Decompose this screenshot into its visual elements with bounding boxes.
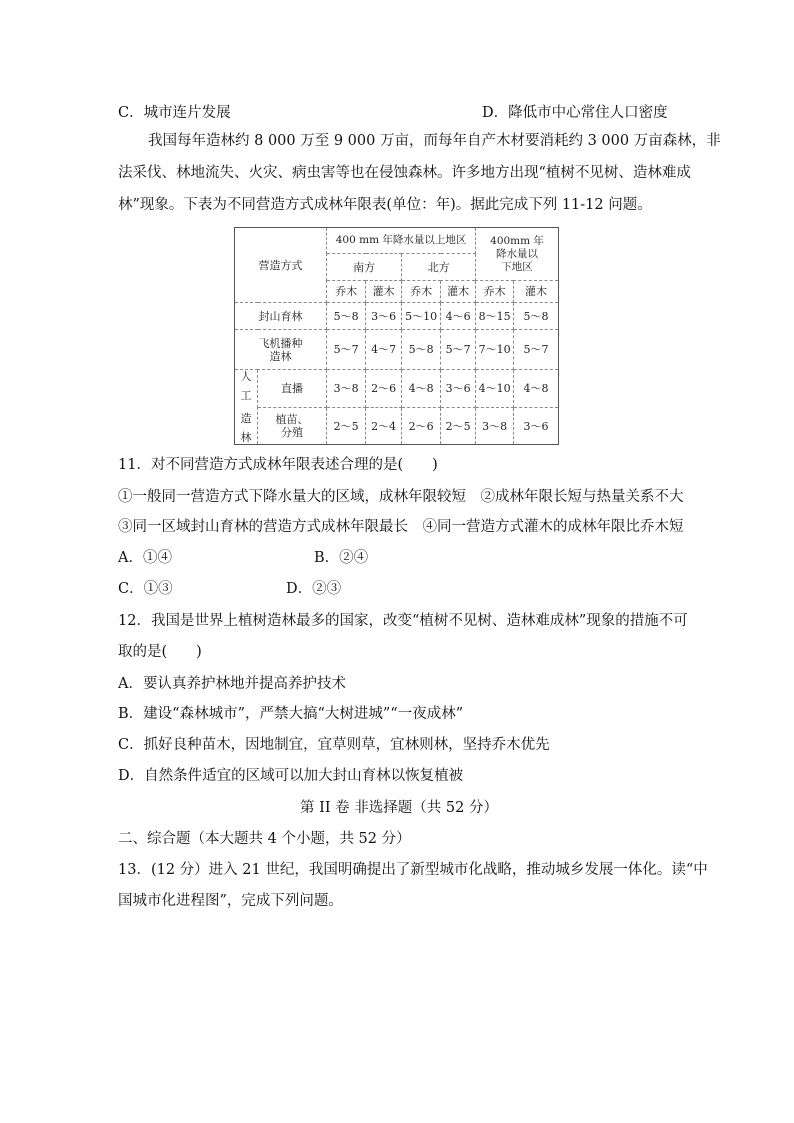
- cell: 4～8: [514, 370, 559, 408]
- cell: 8～15: [476, 303, 514, 330]
- cell: 3～8: [327, 370, 366, 408]
- cell: 7～10: [476, 330, 514, 370]
- section-title: 第 II 卷 非选择题（共 52 分）: [300, 800, 498, 816]
- header-tree: 乔木: [327, 281, 366, 303]
- cell: 2～4: [366, 408, 402, 445]
- cell: 4～10: [476, 370, 514, 408]
- row-name: 直播: [258, 370, 327, 408]
- header-above-400mm: 400 mm 年降水量以上地区: [327, 228, 476, 254]
- q12-option-d: D．自然条件适宜的区域可以加大封山育林以恢复植被: [118, 768, 464, 784]
- row-group-artificial: [235, 370, 258, 445]
- header-north: 北方: [402, 254, 476, 281]
- cell: 5～7: [327, 330, 366, 370]
- artificial-char-3: 造: [240, 412, 252, 425]
- q11-option-b: B．②④: [314, 550, 369, 566]
- row-name: [258, 408, 327, 445]
- q12-stem-line-2: 取的是( ): [118, 644, 202, 660]
- header-below-line-3: 下地区: [501, 260, 533, 273]
- cell: 2～5: [327, 408, 366, 445]
- cell: 2～6: [366, 370, 402, 408]
- cell: 3～6: [366, 303, 402, 330]
- row-name-line-1: 飞机播种: [258, 336, 303, 350]
- header-below-400mm: [476, 228, 559, 281]
- option-c: C．城市连片发展: [118, 105, 231, 121]
- q11-statement-1: ①一般同一营造方式下降水量大的区域，成林年限较短 ②成林年限长短与热量关系不大: [118, 489, 684, 505]
- q12-option-a: A．要认真养护林地并提高养护技术: [118, 676, 346, 692]
- q11-statement-2: ③同一区域封山育林的营造方式成林年限最长 ④同一营造方式灌木的成林年限比乔木短: [118, 519, 684, 535]
- row-name: 封山育林: [235, 303, 327, 330]
- q11-option-d: D．②③: [286, 581, 342, 597]
- seedling-line-2: 分殖: [281, 426, 304, 439]
- cell: 4～6: [441, 303, 476, 330]
- artificial-char-4: 林: [240, 431, 252, 444]
- q12-option-b: B．建设“森林城市”，严禁大搞“大树进城”“一夜成林”: [118, 706, 464, 722]
- q13-line-2: 国城市化进程图”，完成下列问题。: [118, 893, 343, 909]
- seedling-line-1: 植苗、: [275, 413, 309, 426]
- cell: 5～7: [441, 330, 476, 370]
- passage-line-1: 我国每年造林约 8 000 万至 9 000 万亩，而每年自产木材要消耗约 3 000 万亩森林，非: [148, 133, 721, 149]
- header-method: 营造方式: [235, 228, 327, 303]
- header-shrub: 灌木: [514, 281, 559, 303]
- cell: 5～8: [327, 303, 366, 330]
- row-name: [235, 330, 327, 370]
- q11-option-a: A．①④: [118, 550, 172, 566]
- section-two-heading: 二、综合题（本大题共 4 个小题，共 52 分）: [118, 831, 411, 847]
- cell: 2～6: [402, 408, 441, 445]
- passage-line-2: 法采伐、林地流失、火灾、病虫害等也在侵蚀森林。许多地方出现“植树不见树、造林难成: [118, 165, 691, 181]
- header-below-line-1: 400mm 年: [490, 234, 544, 247]
- header-south: 南方: [327, 254, 402, 281]
- q11-option-c: C．①③: [118, 581, 173, 597]
- cell: 3～8: [476, 408, 514, 445]
- header-tree: 乔木: [476, 281, 514, 303]
- header-shrub: 灌木: [366, 281, 402, 303]
- cell: 2～5: [441, 408, 476, 445]
- artificial-char-1: 人: [240, 370, 252, 383]
- cell: 5～7: [514, 330, 559, 370]
- row-name-line-2: 造林: [269, 349, 292, 363]
- afforestation-years-table: [234, 227, 559, 445]
- cell: 5～8: [514, 303, 559, 330]
- header-below-line-2: 降水量以: [496, 247, 539, 260]
- cell: 4～7: [366, 330, 402, 370]
- header-tree: 乔木: [402, 281, 441, 303]
- cell: 5～10: [402, 303, 441, 330]
- q13-line-1: 13．(12 分）进入 21 世纪，我国明确提出了新型城市化战略，推动城乡发展一体化。读“中: [118, 862, 708, 878]
- cell: 3～6: [441, 370, 476, 408]
- cell: 5～8: [402, 330, 441, 370]
- q11-stem: 11．对不同营造方式成林年限表述合理的是( ): [118, 457, 438, 473]
- option-d: D．降低市中心常住人口密度: [482, 105, 668, 121]
- cell: 3～6: [514, 408, 559, 445]
- passage-line-3: 林”现象。下表为不同营造方式成林年限表(单位：年)。据此完成下列 11-12 问题。: [118, 197, 652, 213]
- artificial-char-2: 工: [240, 389, 252, 402]
- q12-stem-line-1: 12．我国是世界上植树造林最多的国家，改变“植树不见树、造林难成林”现象的措施不可: [118, 613, 688, 629]
- header-shrub: 灌木: [441, 281, 476, 303]
- cell: 4～8: [402, 370, 441, 408]
- q12-option-c: C．抓好良种苗木，因地制宜，宜草则草，宜林则林，坚持乔木优先: [118, 737, 550, 753]
